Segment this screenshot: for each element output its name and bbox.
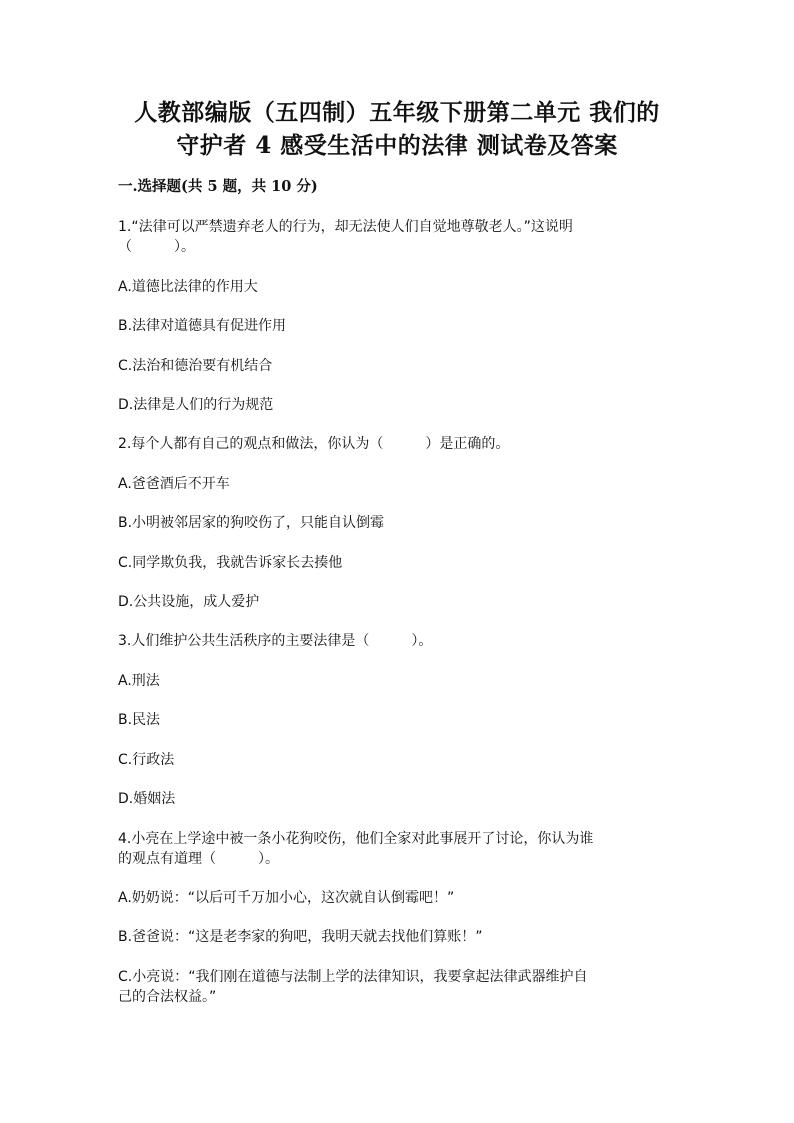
question-2-option-a: A.爸爸酒后不开车 [118, 476, 230, 492]
question-2-option-c: C.同学欺负我，我就告诉家长去揍他 [118, 555, 343, 571]
section-heading: 一.选择题(共 5 题，共 10 分) [118, 178, 318, 195]
question-4-option-a: A.奶奶说：“以后可千万加小心，这次就自认倒霉吧！” [118, 890, 455, 906]
question-1-stem-line-2: （ ）。 [118, 239, 195, 255]
question-1-option-d: D.法律是人们的行为规范 [118, 397, 274, 413]
question-4-option-c-line-1: C.小亮说：“我们刚在道德与法制上学的法律知识，我要拿起法律武器维护自 [118, 969, 588, 985]
question-1-option-a: A.道德比法律的作用大 [118, 279, 258, 295]
question-4-option-b: B.爸爸说：“这是老李家的狗吧，我明天就去找他们算账！” [118, 929, 483, 945]
question-4-stem-line-1: 4.小亮在上学途中被一条小花狗咬伤，他们全家对此事展开了讨论，你认为谁 [118, 831, 594, 847]
question-1-stem-line-1: 1.“法律可以严禁遗弃老人的行为，却无法使人们自觉地尊敬老人。”这说明 [118, 219, 573, 235]
question-3-option-a: A.刑法 [118, 673, 160, 689]
question-4-stem-line-2: 的观点有道理（ ）。 [118, 851, 279, 867]
question-3-stem-line-1: 3.人们维护公共生活秩序的主要法律是（ ）。 [118, 633, 433, 649]
question-2-option-d: D.公共设施，成人爱护 [118, 594, 260, 610]
document-title-line-2: 守护者 4 感受生活中的法律 测试卷及答案 [176, 132, 618, 159]
question-3-option-d: D.婚姻法 [118, 791, 176, 807]
question-1-option-c: C.法治和德治要有机结合 [118, 358, 273, 374]
question-2-option-b: B.小明被邻居家的狗咬伤了，只能自认倒霉 [118, 515, 385, 531]
question-1-option-b: B.法律对道德具有促进作用 [118, 318, 287, 334]
question-3-option-b: B.民法 [118, 712, 161, 728]
question-2-stem-line-1: 2.每个人都有自己的观点和做法，你认为（ ）是正确的。 [118, 436, 510, 452]
document-title-line-1: 人教部编版（五四制）五年级下册第二单元 我们的 [134, 99, 660, 126]
question-4-option-c-line-2: 己的合法权益。” [118, 989, 217, 1005]
question-3-option-c: C.行政法 [118, 752, 175, 768]
